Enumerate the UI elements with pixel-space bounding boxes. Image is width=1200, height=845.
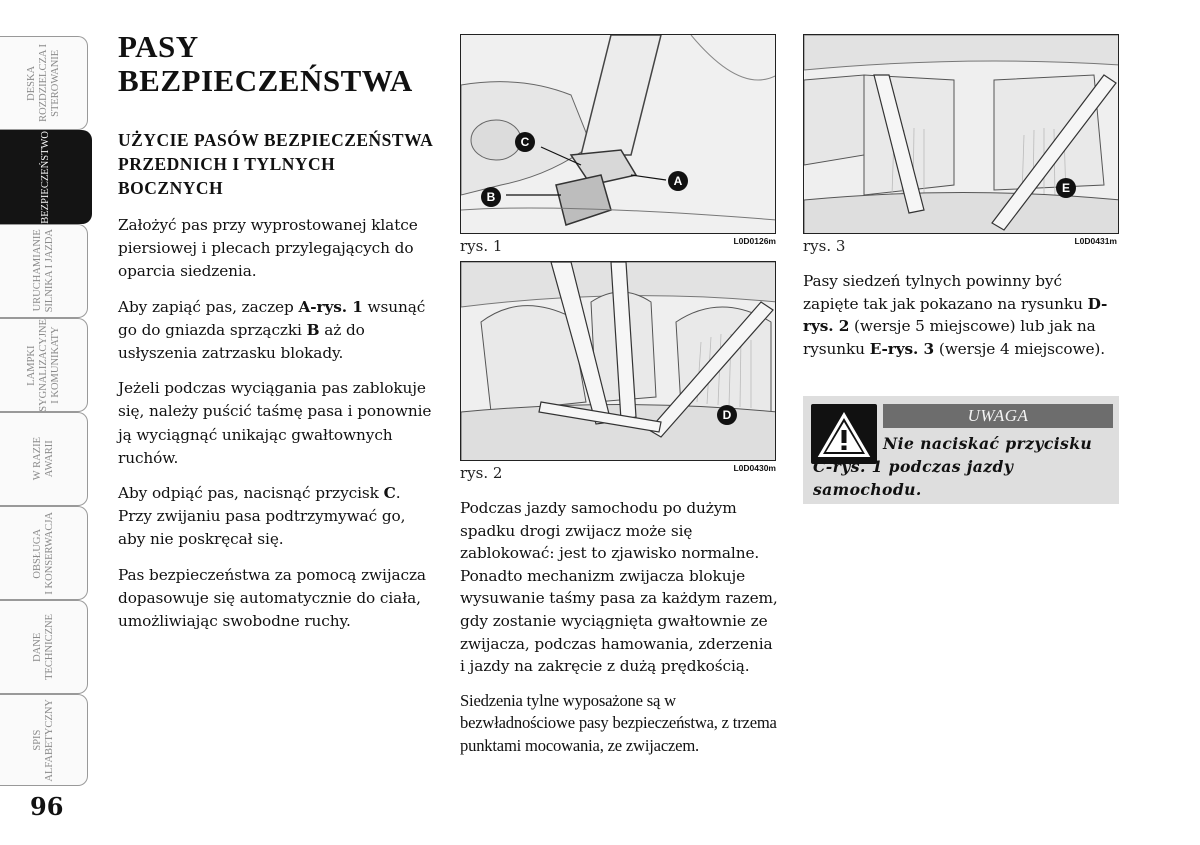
paragraph: Pas bezpieczeństwa za pomocą zwijacza dopasowuje się automatycznie do ciała, umożliwiając swobodne ruchy.: [118, 565, 426, 631]
tab-w-razie-awarii[interactable]: [0, 412, 88, 506]
tab-label: LAMPKI SYGNALIZACYJNE I KOMUNIKATY: [25, 318, 61, 412]
tab-deska-rozdzielcza[interactable]: [0, 36, 88, 130]
part-reference: B: [306, 320, 320, 339]
seatbelt-buckle-illustration: [461, 35, 776, 234]
figure-reference: D-rys. 2: [803, 294, 1108, 336]
paragraph: Podczas jazdy samochodu po dużym spadku drogi zwijacz może się zablokować: jest to zjawisko normalne. Ponadto mechanizm zwijacza blokuje wysuwanie taśmy pasa za każdym razem, gdy zostanie wyciągnięta gwałtownie ze zwijacza, podczas hamowania, zderzenia i jazdy na zakręcie z dużą prędkością.: [460, 499, 778, 676]
tab-label: URUCHAMIANIE SILNIKA I JAZDA: [31, 229, 55, 313]
warning-text: Nie naciskać przycisku C-rys. 1 podczas jazdy samochodu.: [813, 434, 1093, 500]
warning-title-bar: [883, 404, 1113, 428]
figure-reference: A-rys. 1: [298, 297, 363, 316]
tab-label: BEZPIECZEŃSTWO: [39, 130, 51, 224]
callout-b: B: [481, 187, 501, 207]
page-number: 96: [30, 792, 64, 821]
column-3: [803, 34, 1119, 504]
tab-label: SPIS ALFABETYCZNY: [31, 698, 55, 782]
text-run: (wersje 5 miejscowe) lub jak na rysunku: [803, 317, 1096, 358]
figure-1-caption-row: [460, 236, 778, 256]
tab-uruchamianie-silnika[interactable]: [0, 224, 88, 318]
figure-caption: rys. 3: [803, 237, 846, 255]
tab-dane-techniczne[interactable]: [0, 600, 88, 694]
figure-caption: rys. 1: [460, 237, 503, 255]
figure-caption: rys. 2: [460, 464, 503, 482]
warning-box: [803, 396, 1119, 504]
text-run: Pasy siedzeń tylnych powinny być zapięte tak jak pokazano na rysunku: [803, 272, 1088, 313]
tab-label: OBSŁUGA I KONSERWACJA: [31, 511, 55, 595]
callout-c: C: [515, 132, 535, 152]
figure-code: L0D0126m: [733, 236, 776, 246]
tab-label: W RAZIE AWARII: [31, 437, 55, 481]
figure-3-rear-seatbelts-4-seat: [803, 34, 1119, 234]
paragraph: Założyć pas przy wyprostowanej klatce piersiowej i plecach przylegających do oparcia siedzenia.: [118, 216, 418, 281]
tab-bezpieczenstwo[interactable]: [0, 130, 92, 224]
warning-title: UWAGA: [967, 406, 1029, 426]
tab-spis-alfabetyczny[interactable]: [0, 694, 88, 786]
text-run: . Przy zwijaniu pasa podtrzymywać go, aby nie poskręcał się.: [118, 484, 406, 549]
figure-3-caption-row: [803, 236, 1119, 256]
figure-1-front-seatbelt: [460, 34, 776, 234]
rear-seat-illustration: [461, 262, 776, 461]
figure-code: L0D0431m: [1074, 236, 1117, 246]
column-1: [118, 30, 436, 645]
figure-code: L0D0430m: [733, 463, 776, 473]
tab-label: DESKA ROZDZIELCZA I STEROWANIE: [25, 44, 61, 122]
figure-2-rear-seatbelts: [460, 261, 776, 461]
paragraph: [118, 296, 436, 366]
part-reference: C: [383, 484, 396, 503]
text-run: Aby zapiąć pas, zaczep: [118, 297, 299, 316]
paragraph: Jeżeli podczas wyciągania pas zablokuje się, należy puścić taśmę pasa i ponownie ją wyciągnąć unikając gwałtownych ruchów.: [118, 379, 432, 467]
tab-label: DANE TECHNICZNE: [31, 614, 55, 680]
tab-obsluga-konserwacja[interactable]: [0, 506, 88, 600]
paragraph: [118, 482, 436, 552]
callout-d: D: [717, 405, 737, 425]
text-run: wsunąć go do gniazda sprzączki: [118, 297, 426, 339]
text-run: (wersje 4 miejscowe).: [934, 339, 1106, 358]
column-2: [460, 34, 778, 770]
section-heading: UŻYCIE PASÓW BEZPIECZEŃSTWA PRZEDNICH I TYLNYCH BOCZNYCH: [118, 130, 433, 198]
text-run: aż do usłyszenia zatrzasku blokady.: [118, 320, 365, 363]
callout-a: A: [668, 171, 688, 191]
tab-lampki-sygnalizacyjne[interactable]: [0, 318, 88, 412]
figure-2-caption-row: [460, 463, 778, 483]
text-run: Aby odpiąć pas, nacisnąć przycisk: [118, 484, 384, 503]
paragraph: Siedzenia tylne wyposażone są w bezwładnościowe pasy bezpieczeństwa, z trzema punktami mocowania, ze zwijaczem.: [460, 690, 777, 755]
page-title: PASY BEZPIECZEŃSTWA: [118, 29, 413, 98]
rear-seat-4-illustration: [804, 35, 1119, 234]
figure-reference: E-rys. 3: [869, 339, 935, 358]
callout-e: E: [1056, 178, 1076, 198]
paragraph: [803, 270, 1119, 360]
